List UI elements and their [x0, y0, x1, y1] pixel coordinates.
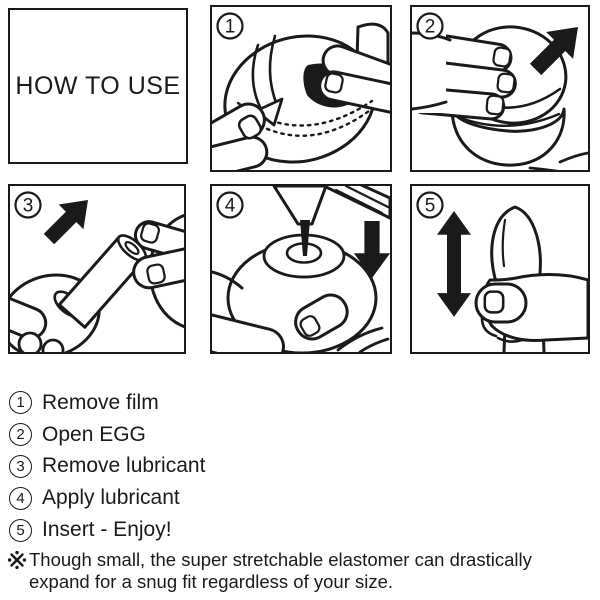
wrist-line — [560, 153, 588, 162]
insert-enjoy-illustration — [412, 186, 588, 352]
fingertip — [19, 333, 41, 352]
remove-film-illustration — [212, 7, 390, 170]
step-label: Insert - Enjoy! — [42, 518, 172, 542]
circled-number: 5 — [9, 519, 32, 542]
panel-insert-enjoy — [410, 184, 590, 354]
panel-remove-lubricant — [8, 184, 186, 354]
panel-apply-lubricant — [210, 184, 392, 354]
tube-nozzle — [274, 186, 326, 224]
list-item — [9, 387, 205, 419]
panel-number: 4 — [224, 195, 236, 217]
open-egg-illustration — [412, 7, 588, 170]
wrist-line — [360, 339, 388, 352]
panel-number: 1 — [224, 16, 236, 38]
step-label: Remove film — [42, 390, 159, 414]
panel-open-egg — [410, 5, 590, 172]
circled-number: 4 — [9, 487, 32, 510]
panel-number: 5 — [424, 195, 436, 217]
panel-number: 2 — [424, 16, 436, 38]
fingernail — [324, 73, 343, 94]
up-down-arrow-icon — [437, 211, 471, 317]
fingernail — [497, 73, 515, 93]
circled-number: 1 — [9, 391, 32, 414]
step-label: Remove lubricant — [42, 454, 206, 478]
list-item — [9, 482, 205, 514]
footnote — [7, 549, 532, 592]
thumbnail — [485, 292, 503, 313]
fingertip — [43, 340, 63, 352]
thumbnail — [146, 264, 165, 285]
panel-number: 3 — [22, 195, 34, 217]
fingernail — [493, 47, 512, 67]
title-box — [8, 8, 188, 164]
steps-list — [9, 387, 205, 546]
hand-mask — [412, 27, 446, 113]
step-label: Open EGG — [42, 422, 146, 446]
step-label: Apply lubricant — [42, 486, 180, 510]
apply-lubricant-illustration — [212, 186, 390, 352]
list-item — [9, 514, 205, 546]
wrist-line — [530, 168, 568, 170]
up-right-arrow-icon — [37, 188, 101, 252]
fingernail — [486, 95, 504, 114]
list-item — [9, 451, 205, 483]
page-title: HOW TO USE — [15, 71, 181, 100]
panel-remove-film — [210, 5, 392, 172]
footnote-text — [29, 549, 532, 592]
footnote-line: expand for a snug fit regardless of your size. — [29, 570, 394, 592]
footnote-line: Though small, the super stretchable elastomer can drastically — [29, 549, 532, 570]
list-item — [9, 419, 205, 451]
circled-number: 3 — [9, 455, 32, 478]
remove-lubricant-illustration — [10, 186, 184, 352]
circled-number: 2 — [9, 423, 32, 446]
reference-mark-icon — [7, 550, 27, 570]
